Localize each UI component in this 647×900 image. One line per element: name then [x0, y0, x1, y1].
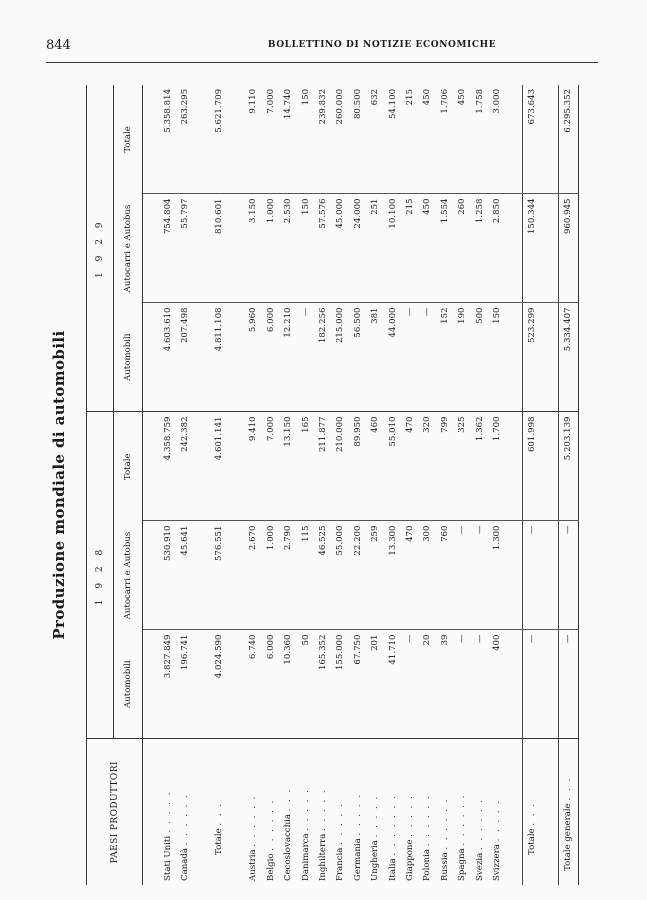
table-cell: 5.960 [245, 303, 262, 412]
rotated-table-area [50, 85, 598, 885]
table-cell: 9.410 [245, 412, 262, 521]
leader-dots: . . . . . [352, 792, 363, 836]
table-cell: 13.150 [280, 412, 297, 521]
country-cell [194, 739, 210, 885]
country-name: Francia [335, 847, 346, 881]
table-cell: 1.000 [262, 194, 279, 303]
table-row [367, 85, 384, 885]
table-cell: 760 [436, 521, 453, 630]
table-cell: 44.000 [384, 303, 401, 412]
table-cell: 89.950 [349, 412, 366, 521]
country-cell [159, 739, 176, 885]
table-cell: 165.352 [314, 630, 331, 739]
table-cell: 196.741 [176, 630, 193, 739]
page-number: 844 [46, 38, 71, 53]
table-cell: 259 [367, 521, 384, 630]
table-cell [143, 630, 160, 739]
table-cell: — [453, 521, 470, 630]
rotated-content [50, 85, 598, 885]
table-cell [229, 194, 245, 303]
table-cell: 24.000 [349, 194, 366, 303]
table-cell: 470 [401, 412, 418, 521]
table-cell: 45.641 [176, 521, 193, 630]
table-cell: 13.300 [384, 521, 401, 630]
table-cell: 4.811.108 [210, 303, 229, 412]
table-cell: 46.525 [314, 521, 331, 630]
table-cell [542, 85, 559, 194]
table-cell: 80.500 [352, 88, 363, 120]
table-cell [194, 85, 210, 194]
table-cell: — [419, 303, 436, 412]
table-cell: 960.945 [558, 194, 578, 303]
table-cell: 9.110 [248, 88, 259, 114]
table-cell: 1.706 [439, 88, 450, 114]
country-cell [262, 739, 279, 885]
table-cell [229, 412, 245, 521]
table-cell: — [297, 303, 314, 412]
country-name: Russia [439, 852, 450, 881]
table-cell: 1.258 [471, 194, 488, 303]
table-cell: — [401, 303, 418, 412]
table-cell: 10.100 [384, 194, 401, 303]
table-cell: 810.601 [210, 194, 229, 303]
country-cell [297, 739, 314, 885]
page-header [46, 38, 598, 58]
table-cell: 67.750 [349, 630, 366, 739]
table-cell [542, 412, 559, 521]
table-cell: 55.797 [176, 194, 193, 303]
country-name: Belgio [265, 853, 276, 881]
country-name: Danimarca [300, 833, 311, 881]
table-cell: 450 [457, 88, 468, 106]
leader-dots: . . . [214, 801, 225, 826]
leader-dots: . . . . . [370, 794, 381, 838]
table-cell: 7.000 [262, 412, 279, 521]
table-cell: 239.832 [318, 88, 329, 125]
table-cell: 5.334.407 [558, 303, 578, 412]
table-cell: 165 [297, 412, 314, 521]
table-row [262, 85, 279, 885]
table-cell: 754.804 [159, 194, 176, 303]
country-cell [229, 739, 245, 885]
table-cell: — [471, 630, 488, 739]
table-cell: 5.621.709 [214, 88, 225, 133]
table-cell: — [453, 630, 470, 739]
table-cell: 215.000 [332, 303, 349, 412]
table-cell: 5.203.139 [558, 412, 578, 521]
table-row [384, 85, 401, 885]
subheader-totale: Totale [114, 412, 143, 521]
table-cell: — [558, 521, 578, 630]
table-cell [229, 85, 245, 194]
table-cell: 201 [367, 630, 384, 739]
table-cell [506, 194, 523, 303]
leader-dots: . . . [527, 801, 538, 826]
table-cell [542, 194, 559, 303]
country-cell [143, 739, 160, 885]
year-header-1928: 1 9 2 8 [87, 412, 114, 739]
table-cell [143, 303, 160, 412]
table-cell: 450 [422, 88, 433, 106]
table-cell: — [558, 630, 578, 739]
grand-total-label: Totale generale [563, 803, 574, 871]
table-cell: 211.877 [314, 412, 331, 521]
table-row [419, 85, 436, 885]
table-cell: 263.295 [180, 88, 191, 125]
country-cell [210, 739, 229, 885]
table-cell: 381 [367, 303, 384, 412]
country-cell [314, 739, 331, 885]
table-cell: 2.850 [488, 194, 505, 303]
table-cell: 450 [419, 194, 436, 303]
table-cell: 150.344 [522, 194, 542, 303]
table-row [453, 85, 470, 885]
table-row [245, 85, 262, 885]
leader-dots: . . . . . . [180, 793, 191, 846]
table-cell [143, 412, 160, 521]
table-cell: 6.295.352 [558, 85, 578, 194]
leader-dots: . . . . . [491, 798, 502, 842]
table-cell: 150 [300, 88, 311, 106]
leader-dots: . . . . . [335, 802, 346, 845]
table-cell: 190 [453, 303, 470, 412]
year-header-1929: 1 9 2 9 [87, 85, 114, 412]
table-cell [506, 521, 523, 630]
table-cell: 6.000 [262, 303, 279, 412]
table-cell: 155.000 [332, 630, 349, 739]
table-cell: 6.000 [262, 630, 279, 739]
country-cell [176, 739, 193, 885]
country-cell [419, 739, 436, 885]
table-cell: 152 [436, 303, 453, 412]
table-cell [506, 303, 523, 412]
country-cell [332, 739, 349, 885]
table-cell: 55.010 [384, 412, 401, 521]
country-name: Inghilterra [318, 833, 329, 881]
header-rule [46, 62, 598, 63]
table-cell: 673.643 [522, 85, 542, 194]
table-cell: 2.530 [280, 194, 297, 303]
table-cell: 4.358.759 [159, 412, 176, 521]
table-cell: 45.000 [332, 194, 349, 303]
table-cell: 4.601.141 [210, 412, 229, 521]
table-cell: 54.100 [387, 88, 398, 120]
country-name: Giappone [404, 839, 415, 881]
table-cell: 4.024.590 [210, 630, 229, 739]
country-cell [401, 739, 418, 885]
country-name: Germania [352, 838, 363, 881]
table-cell: — [522, 630, 542, 739]
country-name: Canadà [180, 848, 191, 881]
table-cell: 2.790 [280, 521, 297, 630]
table-cell: 325 [453, 412, 470, 521]
table-cell [194, 194, 210, 303]
table-row [349, 85, 366, 885]
table-row [297, 85, 314, 885]
table-row [176, 85, 193, 885]
table-cell: 207.498 [176, 303, 193, 412]
country-cell [453, 739, 470, 885]
table-cell [506, 412, 523, 521]
leader-dots: . . . . . [162, 790, 173, 834]
subheader-automobili: Automobili [114, 303, 143, 412]
table-cell: 56.500 [349, 303, 366, 412]
table-cell [143, 521, 160, 630]
country-name: Polonia [422, 849, 433, 881]
table-cell: 182.256 [314, 303, 331, 412]
table-cell [194, 630, 210, 739]
table-cell: 470 [401, 521, 418, 630]
table-cell: 7.000 [265, 88, 276, 114]
table-cell: 799 [436, 412, 453, 521]
table-cell: 150 [297, 194, 314, 303]
table-cell: 10.360 [280, 630, 297, 739]
subheader-autocarri: Autocarri e Autobus [114, 521, 143, 630]
country-cell [488, 739, 505, 885]
table-cell: 320 [419, 412, 436, 521]
table-cell: 523.299 [522, 303, 542, 412]
country-cell [349, 739, 366, 885]
grand-total-row [558, 85, 578, 885]
table-cell [229, 521, 245, 630]
table-cell [542, 630, 559, 739]
table-cell: 6.740 [245, 630, 262, 739]
table-cell: — [522, 521, 542, 630]
leader-dots: . . . [563, 776, 574, 801]
subtotal-row [522, 85, 542, 885]
leader-dots: . . . . . . [265, 798, 276, 851]
table-cell [506, 85, 523, 194]
leader-dots: . . . . . [318, 788, 329, 831]
table-cell [542, 521, 559, 630]
table-cell: 3.000 [491, 88, 502, 114]
leader-dots: . . . . . [404, 794, 415, 837]
table-cell: 150 [488, 303, 505, 412]
table-cell [194, 412, 210, 521]
table-cell: 1.300 [488, 521, 505, 630]
country-cell [280, 739, 297, 885]
leader-dots: . . . . . . [422, 794, 433, 847]
table-cell: 632 [370, 88, 381, 106]
leader-dots: . . . . . . [248, 794, 259, 847]
table-cell: 115 [297, 521, 314, 630]
table-cell: 57.576 [314, 194, 331, 303]
leader-dots: . . . . . . [474, 797, 485, 851]
country-cell [558, 739, 578, 885]
table-cell: 530.910 [159, 521, 176, 630]
table-cell: 1.000 [262, 521, 279, 630]
table-cell: 576.551 [210, 521, 229, 630]
table-cell: 260 [453, 194, 470, 303]
table-cell [143, 85, 160, 194]
country-name: Stati Uniti [162, 835, 173, 881]
leader-dots: . . . . . . [439, 797, 450, 850]
table-cell: 55.000 [332, 521, 349, 630]
table-row [159, 85, 176, 885]
table-row [314, 85, 331, 885]
table-cell: 215 [404, 88, 415, 106]
table-cell: 1.700 [488, 412, 505, 521]
leader-dots: . . . . . . [457, 793, 468, 846]
table-cell: 50 [297, 630, 314, 739]
subheader-totale: Totale [114, 85, 143, 194]
table-cell: 12.210 [280, 303, 297, 412]
country-name: Svizzera [491, 844, 502, 881]
leader-dots: . . . . . [300, 788, 311, 831]
country-name: Spagna [457, 848, 468, 881]
table-cell: 300 [419, 521, 436, 630]
country-cell [471, 739, 488, 885]
table-cell: 251 [367, 194, 384, 303]
table-row [332, 85, 349, 885]
table-cell: 460 [367, 412, 384, 521]
country-cell [522, 739, 542, 885]
table-cell: 14.740 [283, 88, 294, 120]
table-cell [229, 630, 245, 739]
table-cell [194, 521, 210, 630]
table-cell: 260.000 [335, 88, 346, 125]
table-cell [194, 303, 210, 412]
table-row [471, 85, 488, 885]
subtotal-row [210, 85, 229, 885]
table-cell [143, 194, 160, 303]
country-cell [384, 739, 401, 885]
table-cell: 4.603.610 [159, 303, 176, 412]
country-cell [436, 739, 453, 885]
table-body [143, 85, 579, 885]
subheader-autocarri: Autocarri e Autobus [114, 194, 143, 303]
table-row [488, 85, 505, 885]
table-cell: 242.382 [176, 412, 193, 521]
subtotal-label: Totale [527, 828, 538, 855]
table-cell: 41.710 [384, 630, 401, 739]
table-cell: 400 [488, 630, 505, 739]
country-name: Ungheria [370, 840, 381, 881]
table-cell: 601.998 [522, 412, 542, 521]
country-cell [542, 739, 559, 885]
table-cell: 1.554 [436, 194, 453, 303]
table-cell: 20 [419, 630, 436, 739]
country-name: Italia [387, 858, 398, 881]
table-cell: 39 [436, 630, 453, 739]
table-cell: 500 [471, 303, 488, 412]
table-cell: 5.358.814 [162, 88, 173, 133]
country-cell [367, 739, 384, 885]
country-cell [506, 739, 523, 885]
table-cell: — [471, 521, 488, 630]
country-name: Svezia [474, 852, 485, 881]
table-row [280, 85, 297, 885]
country-name: Cecoslovacchia [283, 814, 294, 881]
table-cell: 210.000 [332, 412, 349, 521]
running-title: BOLLETTINO DI NOTIZIE ECONOMICHE [267, 40, 497, 50]
table-cell: 3.827.849 [159, 630, 176, 739]
table-cell: — [401, 630, 418, 739]
table-row [436, 85, 453, 885]
table-cell: 3.150 [245, 194, 262, 303]
table-title: Produzione mondiale di automobili [50, 330, 68, 640]
country-column-header: PAESI PRODUTTORI [87, 739, 143, 885]
table-cell [229, 303, 245, 412]
table-cell: 2.670 [245, 521, 262, 630]
table-cell [506, 630, 523, 739]
leader-dots: . . . . . . . [387, 794, 398, 856]
table-cell: 1.758 [474, 88, 485, 114]
country-cell [245, 739, 262, 885]
subtotal-label: Totale [214, 828, 225, 855]
country-name: Austria [248, 849, 259, 881]
table-cell: 22.200 [349, 521, 366, 630]
leader-dots: . . . [283, 787, 294, 812]
table-cell [542, 303, 559, 412]
table-row [401, 85, 418, 885]
table-cell: 215 [401, 194, 418, 303]
table-cell: 1.362 [471, 412, 488, 521]
subheader-automobili: Automobili [114, 630, 143, 739]
production-table [86, 85, 579, 885]
